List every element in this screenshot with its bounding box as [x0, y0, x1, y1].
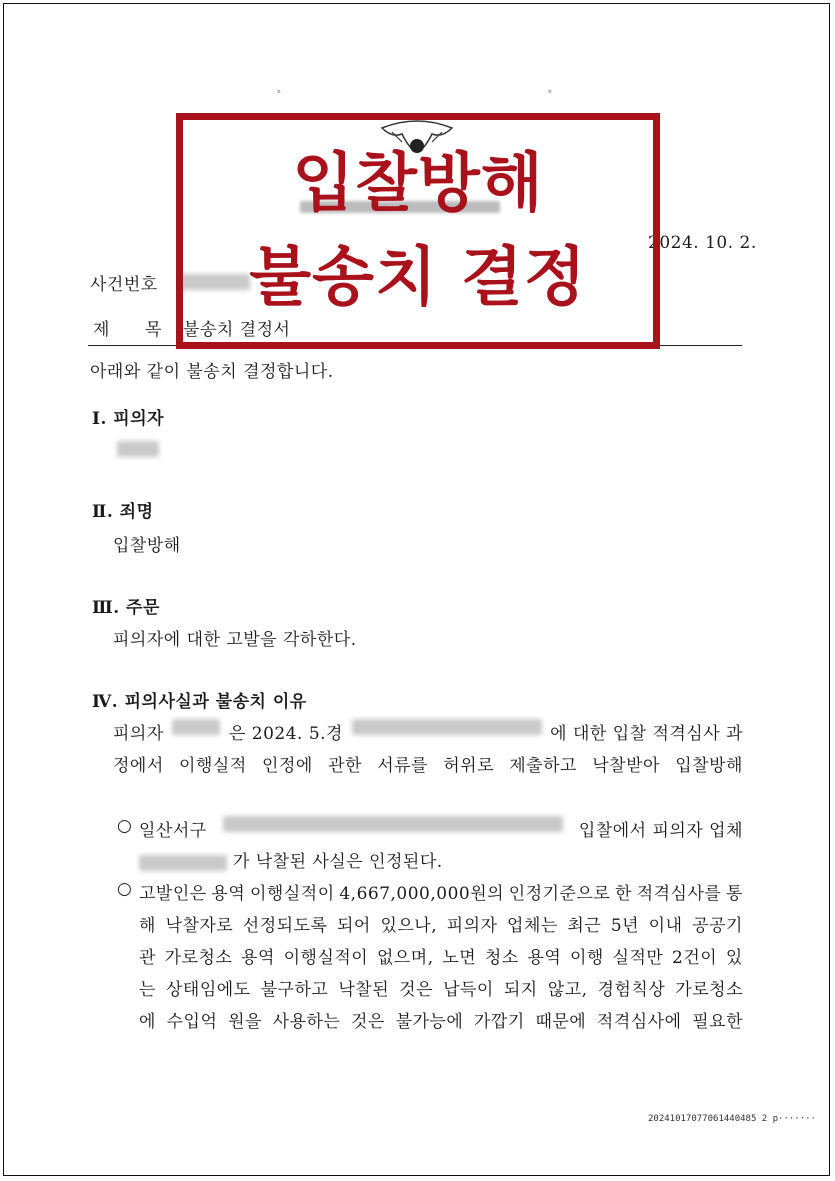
word: 상태임에도 [165, 980, 251, 1000]
word: 사용하는 [272, 1012, 341, 1032]
bullet-2-text-5 [139, 1007, 743, 1032]
word: 있으나, [380, 916, 438, 936]
bullet-2-text-4 [139, 975, 743, 1000]
word: 수입억 [166, 1012, 218, 1032]
fact-suspect-label: 피의자 [113, 724, 164, 744]
word: 때문에 [535, 1012, 587, 1032]
word: 납득이 [443, 980, 494, 1000]
bullet-2-line-2 [139, 911, 743, 936]
bullet-2-line-4 [139, 975, 743, 1000]
word: 낙찰된 [338, 980, 390, 1000]
word: 것은 [351, 1012, 385, 1032]
word: 이행실적이 [250, 884, 335, 904]
redacted-name [172, 719, 220, 735]
word: 관 [139, 948, 156, 968]
word: 고발인은 [139, 884, 207, 904]
word: 필요한 [692, 1012, 743, 1032]
fact-paragraph-line-2 [113, 751, 743, 776]
disposition-text: 피의자에 대한 고발을 각하한다. [113, 630, 357, 650]
word: 적격심사를 [636, 884, 722, 904]
word: 해 [139, 916, 156, 936]
section-2-heading: Ⅱ. 죄명 [92, 502, 154, 522]
fact-date-text: 은 2024. 5.경 [228, 724, 343, 744]
word: 5년 [610, 916, 640, 936]
word: 한 [615, 884, 632, 904]
top-mark-right: 。 [548, 84, 558, 95]
document-serial-code: 20241017077061440485 2 p······· [648, 1114, 816, 1124]
word: 서류를 [377, 756, 428, 776]
bullet-2-marker: ○ [117, 879, 133, 899]
word: 불가능에 [395, 1012, 464, 1032]
word: 최근 [567, 916, 602, 936]
section-3-heading: Ⅲ. 주문 [92, 598, 160, 618]
word: 정에서 [113, 756, 164, 776]
decision-stamp-box [176, 113, 660, 349]
word: 경험칙상 [597, 980, 666, 1000]
bullet-1-conclusion: 가 낙찰된 사실은 인정된다. [232, 852, 443, 872]
bullet-2-line-5 [139, 1007, 743, 1032]
word: 이행 [570, 948, 604, 968]
bullet-1-text: 입찰에서 피의자 업체 [578, 821, 743, 841]
fact-continuation: 에 대한 입찰 적격심사 과 [550, 724, 743, 744]
word: 입찰방해 [675, 756, 743, 776]
bullet-1-district: 일산서구 [139, 821, 207, 841]
subject-label-2: 목 [145, 320, 162, 340]
word: 용역 [241, 948, 275, 968]
word: 제출하고 [509, 756, 577, 776]
word: 없으며, [376, 948, 434, 968]
word: 되지 [503, 980, 538, 1000]
word: 인정기준으로 [508, 884, 611, 904]
case-number-label: 사건번호 [90, 275, 158, 295]
charge-text: 입찰방해 [113, 536, 181, 556]
bullet-2-text-2 [139, 911, 743, 936]
bullet-2-text-1 [139, 879, 743, 904]
intro-text: 아래와 같이 불송치 결정합니다. [90, 362, 334, 382]
suspect-name-redacted [117, 438, 159, 457]
word: 낙찰자로 [165, 916, 234, 936]
section-4-heading: Ⅳ. 피의사실과 불송치 이유 [92, 692, 307, 712]
word: 되어 [337, 916, 371, 936]
word: 통 [726, 884, 743, 904]
redacted-project [352, 719, 542, 735]
word: 업체는 [507, 916, 558, 936]
word: 4,667,000,000원의 [339, 884, 505, 904]
word: 이행실적 [179, 756, 247, 776]
word: 공공기 [692, 916, 743, 936]
subject-label-1: 제 [93, 320, 110, 340]
top-mark-left: 。 [277, 84, 287, 95]
word: 허위로 [443, 756, 495, 776]
bullet-1-marker: ○ [117, 816, 133, 836]
word: 가깝기 [473, 1012, 525, 1032]
word: 선정되도록 [242, 916, 328, 936]
bullet-2-line-1 [139, 879, 743, 904]
bullet-1-line-1 [139, 816, 743, 841]
word: 용역 [211, 884, 246, 904]
subject-value: 불송치 결정서 [183, 320, 291, 340]
word: 낙찰받아 [592, 756, 660, 776]
word: 인정에 [262, 756, 313, 776]
fact-line-2-text [113, 751, 743, 776]
document-date: 2024. 10. 2. [648, 233, 757, 253]
word: 청소 [484, 948, 519, 968]
word: 는 [139, 980, 156, 1000]
word: 것은 [399, 980, 434, 1000]
word: 적격심사에 [596, 1012, 682, 1032]
word: 관한 [328, 756, 362, 776]
word: 가로청소 [164, 948, 233, 968]
bullet-2-text-3 [139, 943, 743, 968]
word: 원을 [228, 1012, 262, 1032]
word: 2건이 [672, 948, 718, 968]
redacted-company [139, 855, 227, 871]
word: 않고, [547, 980, 588, 1000]
word: 이내 [648, 916, 683, 936]
section-1-heading: Ⅰ. 피의자 [92, 409, 165, 429]
word: 가로청소 [675, 980, 743, 1000]
word: 노면 [442, 948, 477, 968]
word: 에 [139, 1012, 156, 1032]
bullet-1-line-2 [139, 847, 443, 872]
word: 불구하고 [260, 980, 329, 1000]
word: 이행실적이 [283, 948, 369, 968]
bullet-2-line-3 [139, 943, 743, 968]
redacted-bid-name [223, 816, 563, 832]
word: 피의자 [446, 916, 498, 936]
stamp-title-line-2: 불송치 결정 [249, 241, 587, 315]
fact-paragraph-line-1 [113, 719, 743, 744]
stamp-title-line-1: 입찰방해 [292, 147, 544, 221]
word: 있 [725, 948, 743, 968]
word: 실적만 [612, 948, 664, 968]
word: 용역 [527, 948, 562, 968]
